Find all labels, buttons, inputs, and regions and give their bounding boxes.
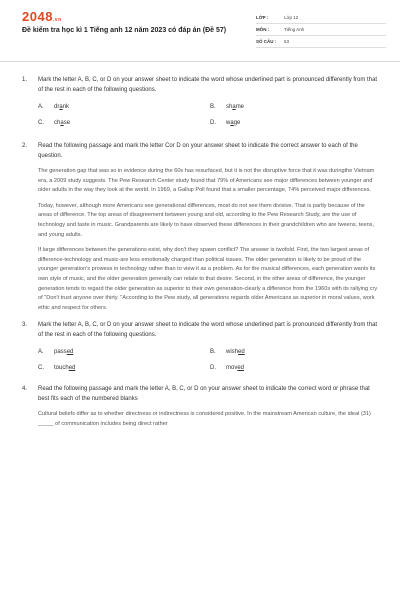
site-logo[interactable] [22,9,62,24]
question-text: Read the following passage and mark the letter A, B, C, or D on your answer sheet to indicate the correct word or phrase that best fits each of the numbered blanks [38,386,370,402]
option-word: chase [54,120,71,126]
option-word: wished [226,349,245,356]
document-title: Đề kiểm tra học kì 1 Tiếng anh 12 năm 2023 có đáp án (Đề 57) [22,27,227,34]
option-d[interactable] [210,361,382,377]
option-c[interactable] [38,361,210,377]
question-number: 2. [22,143,28,149]
question-text: Mark the letter A, B, C, or D on your answer sheet to indicate the word whose underlined part is pronounced differently from that of the rest in each of the following questions. [38,322,378,338]
passage-paragraph-2: Today, however, although more Americans see generational differences, most do not see them divisive. That is partly because of the areas of difference. The top areas of disagreement between young and old, according to the Pew Research Study, are the use of technology and taste in music. Grandparents are likely to have observed these differences in their grandchildren who are tweens, teens, and young adults. [38,202,375,238]
underlined-part: ed [237,365,245,372]
reading-passage-2 [38,410,378,429]
underlined-part: a [232,104,236,110]
logo-text: 2048 [22,9,53,24]
option-a[interactable] [38,345,210,361]
option-letter: A. [38,349,44,356]
meta-key: LỚP : [256,15,269,20]
passage-paragraph-1: Cultural beliefs differ as to whether directness or indirectness is considered positive. In the mainstream American culture, the ideal (31) _____ of communication includes being direct rather [38,411,371,427]
question-1 [22,76,378,95]
meta-value: 53 [284,39,290,44]
option-word: drank [54,104,70,110]
meta-row-question-count [256,36,386,48]
question-4 [22,385,378,404]
question-number: 1. [22,77,28,83]
meta-row-subject [256,24,386,36]
logo-suffix: .vn [52,17,62,23]
option-word: shame [226,104,245,110]
meta-value: Lớp 12 [284,15,299,20]
meta-key: MÔN : [256,27,270,32]
underlined-part: ed [238,349,245,356]
underlined-part: ed [66,349,74,356]
question-text: Mark the letter A, B, C, or D on your answer sheet to indicate the word whose underlined part is pronounced differently from that of the rest in each of the following questions. [38,77,378,93]
question-1-options [38,100,378,132]
option-word: wage [226,120,241,126]
option-letter: A. [38,104,44,110]
underlined-part: a [60,120,64,126]
option-word: touched [54,365,76,372]
option-word: moved [226,365,245,372]
questions-content [22,76,378,436]
question-text: Read the following passage and mark the letter Cor D on your answer sheet to indicate the correct answer to each of the question. [38,143,358,159]
question-number: 3. [22,322,28,329]
passage-paragraph-1: The generation gap that was so in evidence during the 60s has resurfaced, but it is not the disruptive force that it was duringthe Vietnam era, a 2009 study suggests. The Pew Research Center study found that 79% of Americans see major differences between younger and older adults in the way they look at the world. In 1969, a Gallup Poll found that a smaller percentage, 74% perceived major differences. [38,168,375,194]
meta-row-class [256,12,386,24]
question-number: 4. [22,386,28,393]
option-letter: D. [210,365,216,372]
option-c[interactable] [38,116,210,132]
page-header [0,0,400,62]
option-a[interactable] [38,100,210,116]
question-2 [22,142,378,161]
option-d[interactable] [210,116,382,132]
option-letter: D. [210,120,216,126]
question-3 [22,321,378,340]
option-b[interactable] [210,345,382,361]
meta-value: Tiếng Anh [284,27,305,32]
option-letter: B. [210,349,216,356]
passage-paragraph-3: If large differences between the generations exist, why don't they spawn conflict? The answer is twofold. First, the two largest areas of difference-technology and music-are less emotionally charged than political issues. The older generation is likely to be proud of the younger generation's prowess in technology rather than to view it as a problem. As for the musical differences, each generation wants its own style of music, and the older generation generally can relate to that desire. Second, in the other areas of difference, the younger generation tends to regard the older generation as superior to their own generation-clearly a difference from the 1960s with its rallying cry of "Don't trust anyone over thirty. "According to the Pew study, all generations regards older Americans as superior in moral values, work ethic and respect for others. [38,247,378,311]
option-letter: B. [210,104,216,110]
option-letter: C. [38,120,44,126]
exam-meta-table [256,12,386,48]
reading-passage [38,167,378,313]
option-word: passed [54,349,74,356]
underlined-part: ed [68,365,76,372]
option-b[interactable] [210,100,382,116]
underlined-part: a [230,120,234,126]
underlined-part: a [59,104,63,110]
option-letter: C. [38,365,44,372]
meta-key: SỐ CÂU : [256,39,277,44]
question-3-options [38,345,378,377]
